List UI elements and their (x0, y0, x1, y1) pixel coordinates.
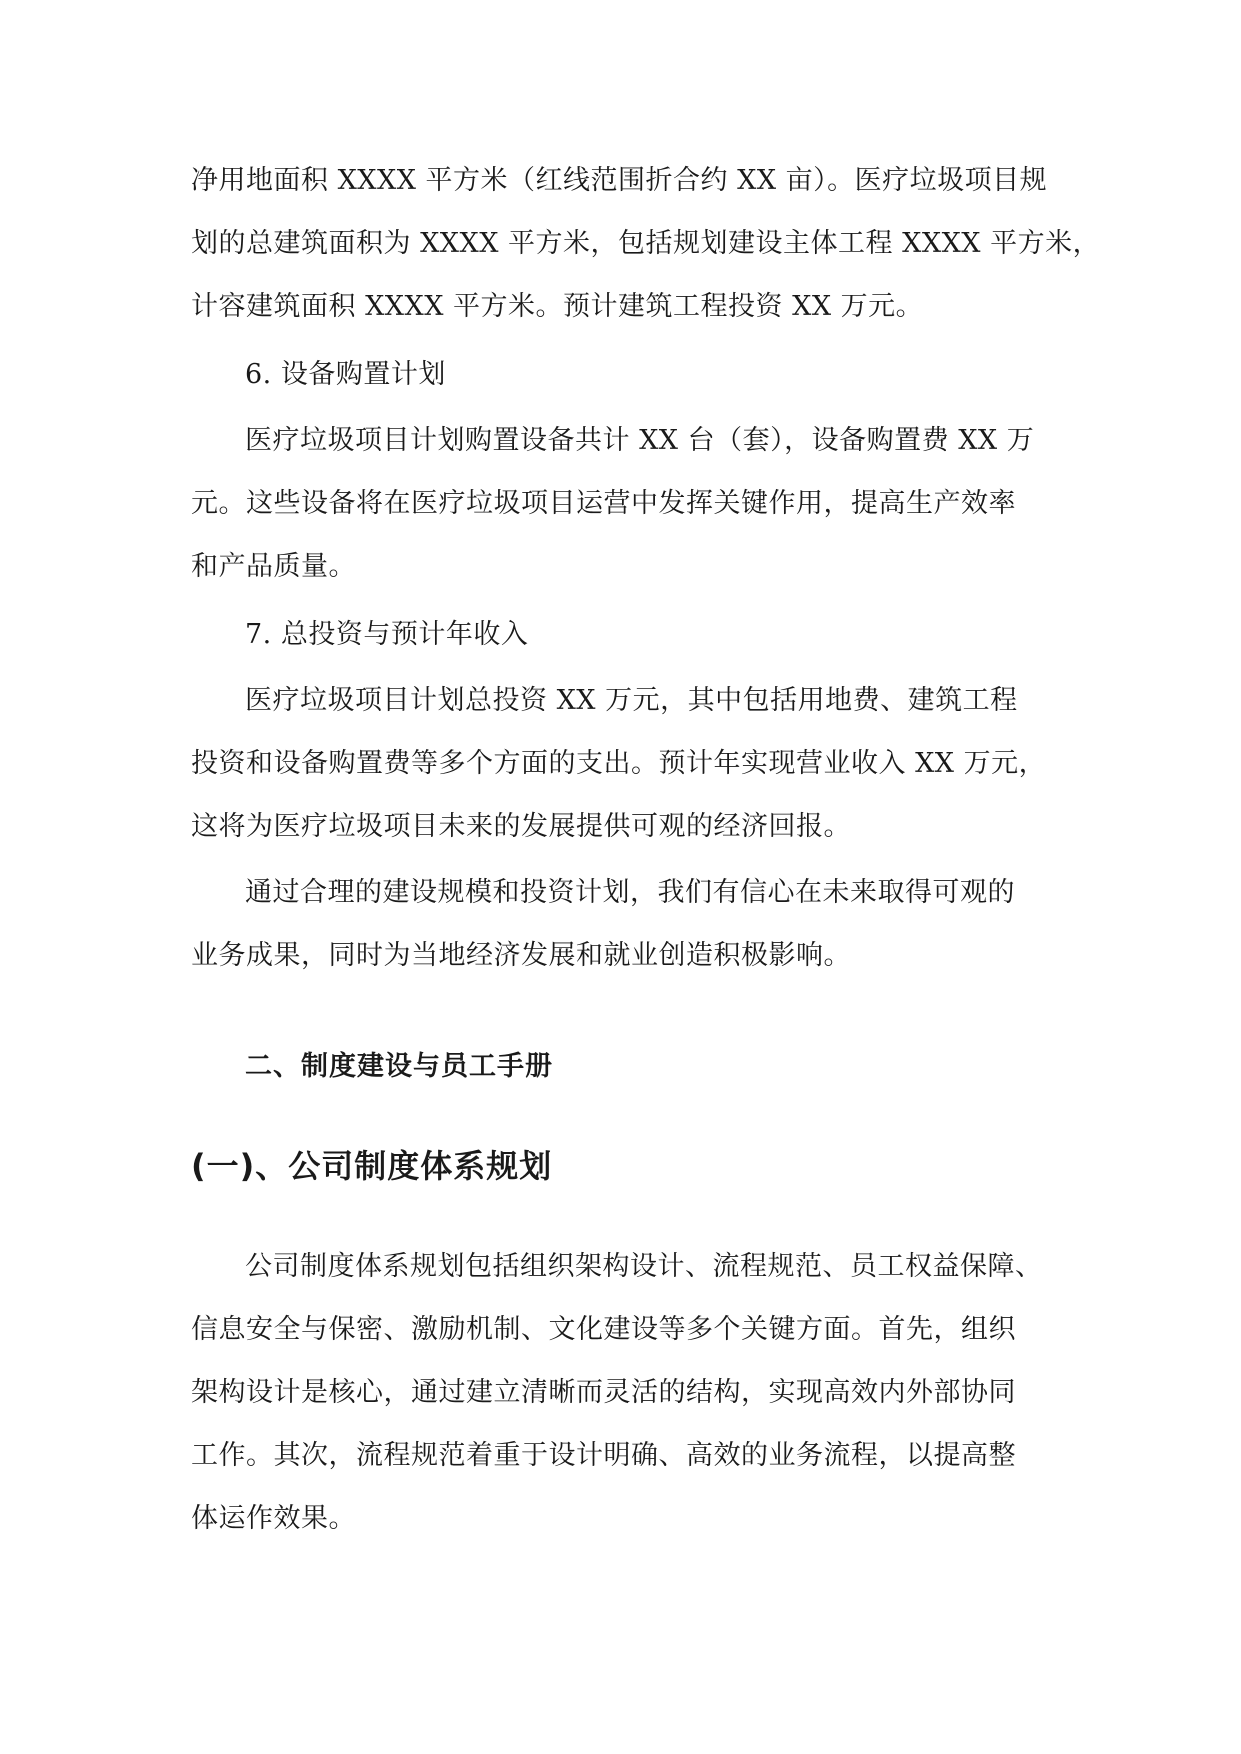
paragraph-line: 架构设计是核心，通过建立清晰而灵活的结构，实现高效内外部协同 (191, 1377, 1016, 1408)
paragraph-line: 通过合理的建设规模和投资计划，我们有信心在未来取得可观的 (245, 877, 1015, 908)
paragraph-line: 净用地面积 XXXX 平方米（红线范围折合约 XX 亩）。医疗垃圾项目规 (191, 165, 1048, 196)
paragraph-line: 元。这些设备将在医疗垃圾项目运营中发挥关键作用，提高生产效率 (191, 488, 1016, 519)
subsection-heading: (一)、公司制度体系规划 (191, 1147, 553, 1185)
paragraph-line: 体运作效果。 (191, 1503, 356, 1534)
list-heading: 7. 总投资与预计年收入 (245, 619, 529, 650)
paragraph-line: 划的总建筑面积为 XXXX 平方米，包括规划建设主体工程 XXXX 平方米， (191, 228, 1101, 259)
paragraph-line: 投资和设备购置费等多个方面的支出。预计年实现营业收入 XX 万元， (191, 748, 1047, 779)
paragraph-line: 这将为医疗垃圾项目未来的发展提供可观的经济回报。 (191, 811, 851, 842)
paragraph-line: 医疗垃圾项目计划购置设备共计 XX 台（套），设备购置费 XX 万 (245, 425, 1035, 456)
paragraph-line: 信息安全与保密、激励机制、文化建设等多个关键方面。首先，组织 (191, 1314, 1016, 1345)
paragraph-line: 计容建筑面积 XXXX 平方米。预计建筑工程投资 XX 万元。 (191, 291, 924, 322)
list-heading: 6. 设备购置计划 (245, 359, 446, 390)
paragraph-line: 工作。其次，流程规范着重于设计明确、高效的业务流程，以提高整 (191, 1440, 1016, 1471)
paragraph-line: 公司制度体系规划包括组织架构设计、流程规范、员工权益保障、 (245, 1251, 1043, 1282)
paragraph-line: 业务成果，同时为当地经济发展和就业创造积极影响。 (191, 940, 851, 971)
paragraph-line: 和产品质量。 (191, 551, 356, 582)
section-heading: 二、制度建设与员工手册 (245, 1051, 553, 1082)
paragraph-line: 医疗垃圾项目计划总投资 XX 万元，其中包括用地费、建筑工程 (245, 685, 1018, 716)
